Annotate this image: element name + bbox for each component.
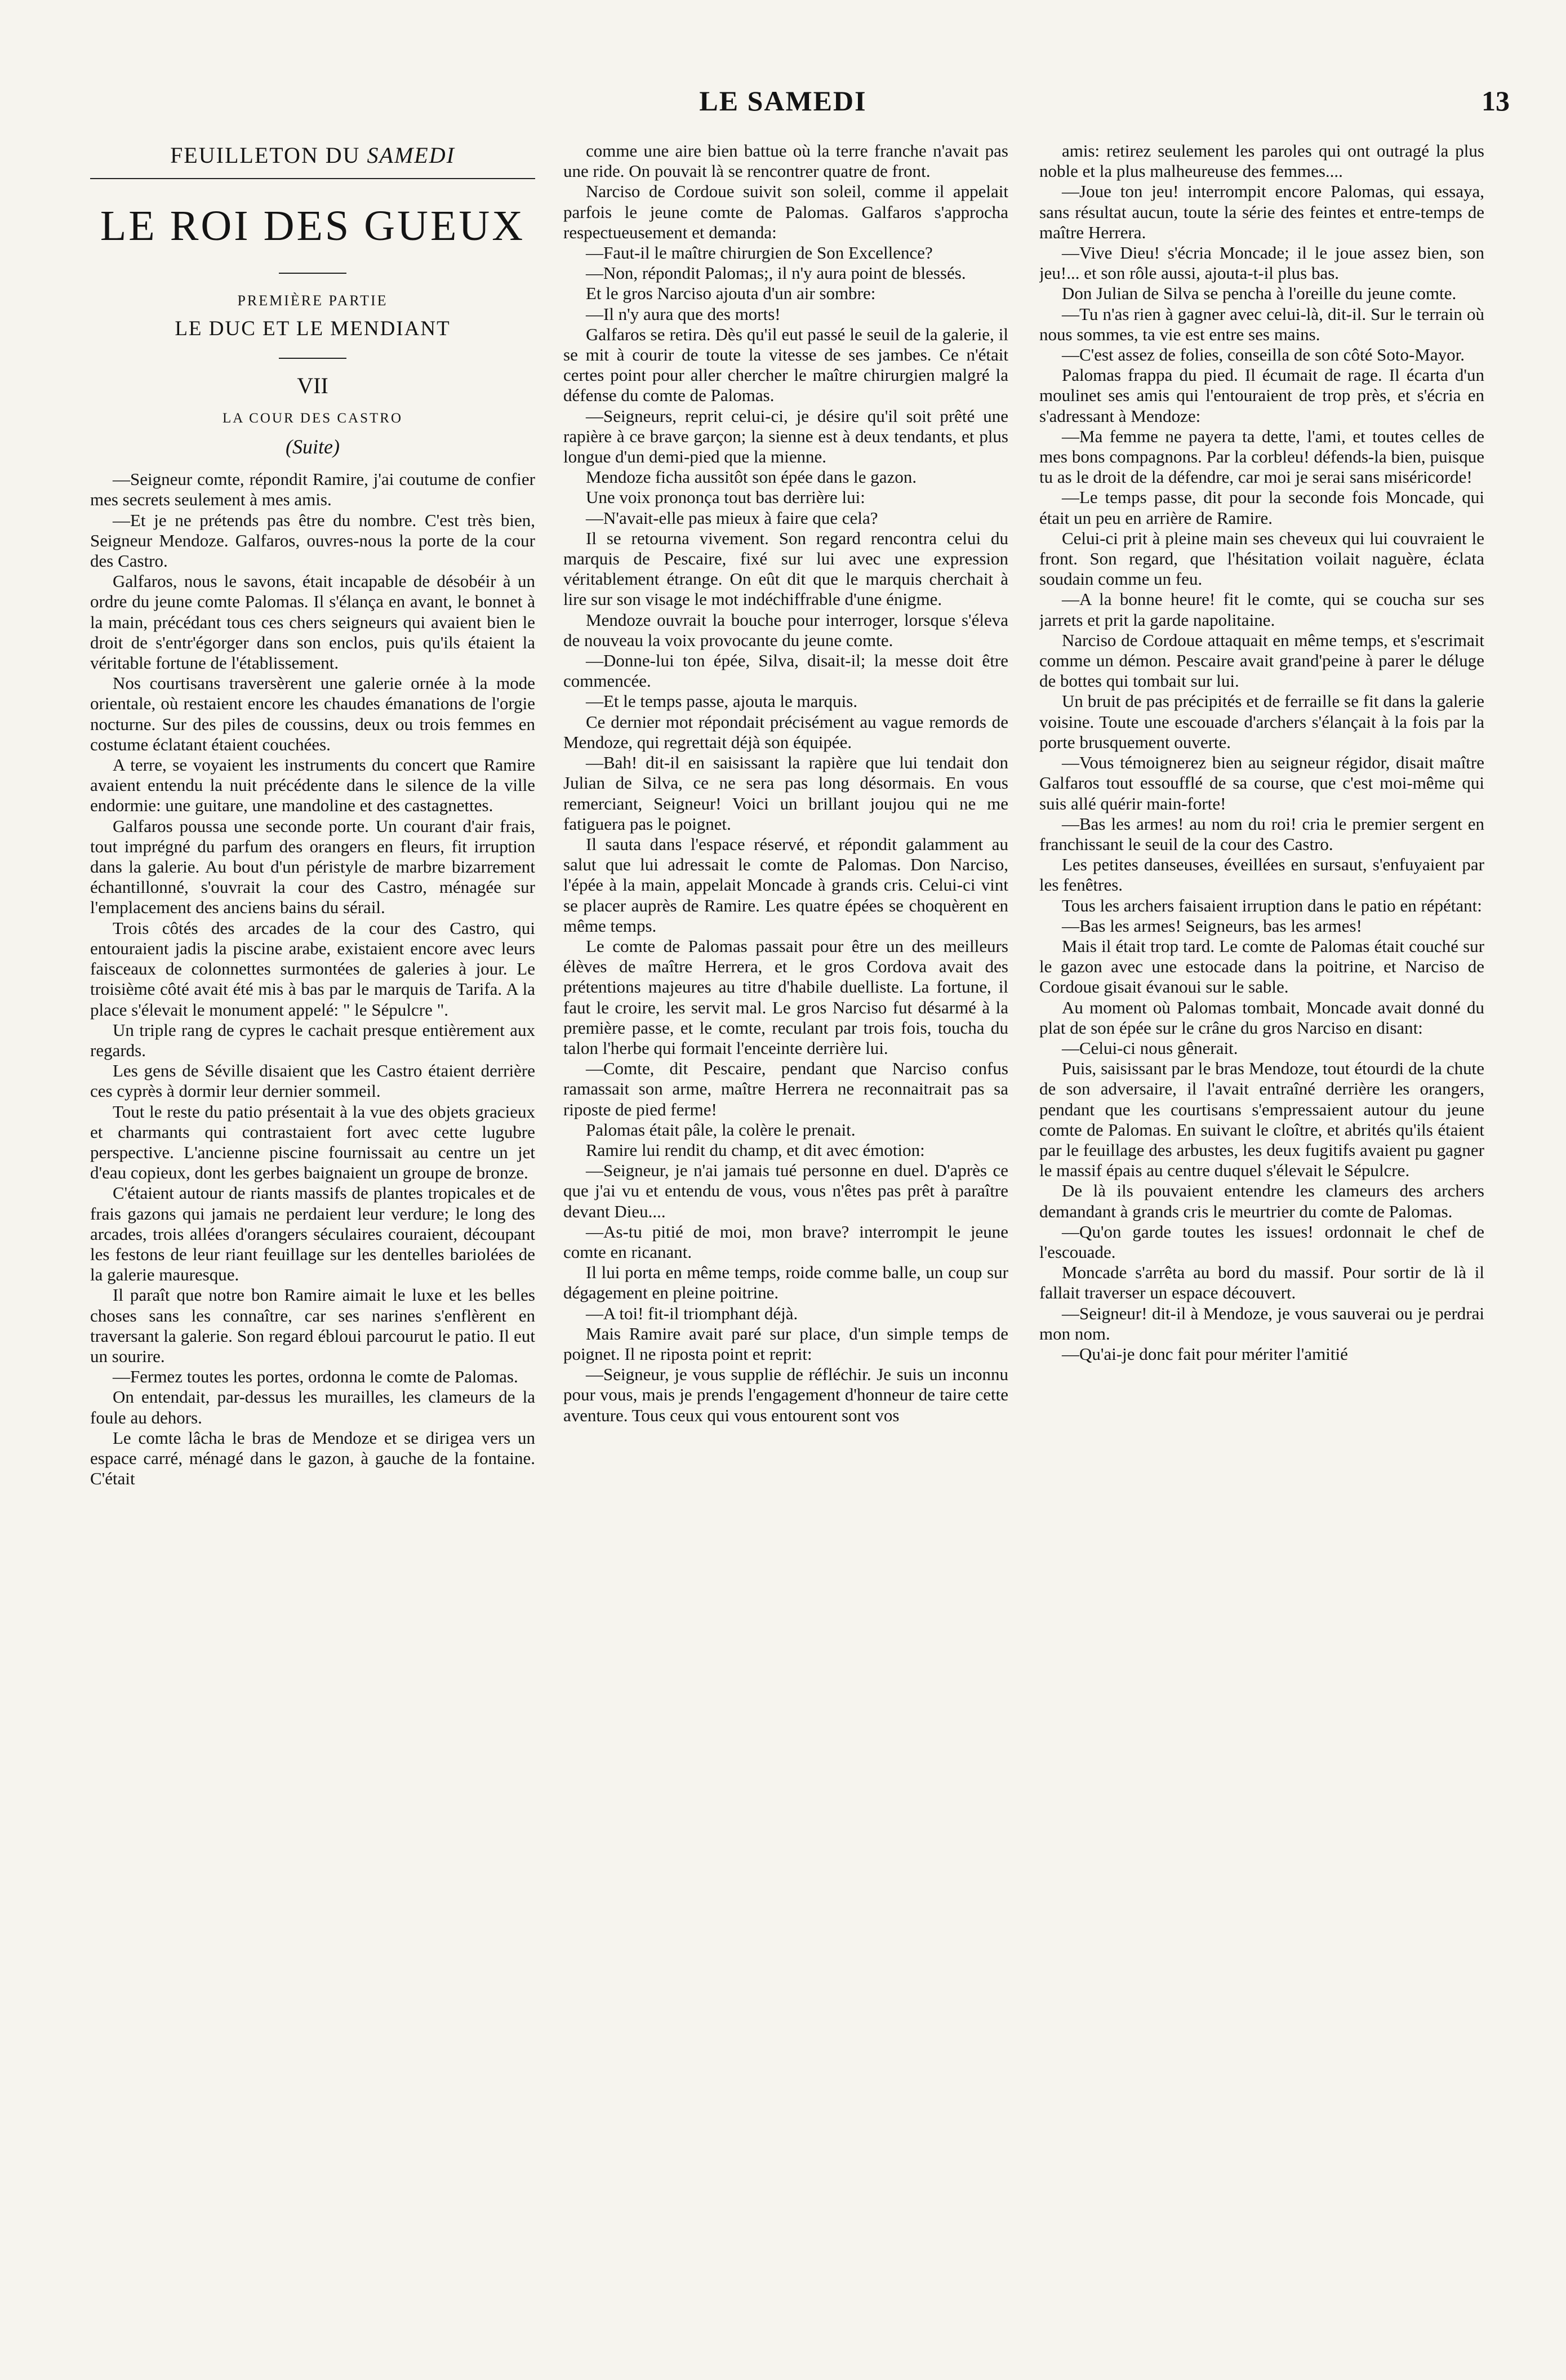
paragraph: —Seigneur comte, répondit Ramire, j'ai coutume de confier mes secrets seulement à mes amis. — [90, 469, 535, 510]
paragraph: —Seigneur, je n'ai jamais tué personne en duel. D'après ce que j'ai vu et entendu de vous, vous n'êtes pas prêt à paraître devant Dieu.... — [563, 1160, 1008, 1221]
paragraph: —As-tu pitié de moi, mon brave? interrompit le jeune comte en ricanant. — [563, 1221, 1008, 1262]
paragraph: Celui-ci prit à pleine main ses cheveux qui lui couvraient le front. Son regard, que l'hésitation voilait naguère, éclata soudain comme un feu. — [1039, 528, 1484, 589]
paragraph: —Comte, dit Pescaire, pendant que Narciso confus ramassait son arme, maître Herrera ne reconnaitrait pas sa riposte de pied ferme! — [563, 1058, 1008, 1119]
paragraph: Narciso de Cordoue attaquait en même temps, et s'escrimait comme un démon. Pescaire avait grand'peine à parer le déluge de bottes qui tombait sur lui. — [1039, 630, 1484, 691]
part-title: LE DUC ET LE MENDIANT — [175, 317, 451, 341]
divider-rule — [279, 273, 346, 274]
paragraph: —Donne-lui ton épée, Silva, disait-il; la messe doit être commencée. — [563, 651, 1008, 691]
divider-rule — [90, 178, 535, 179]
paragraph: Une voix prononça tout bas derrière lui: — [586, 487, 865, 508]
paragraph: —Seigneurs, reprit celui-ci, je désire qu'il soit prêté une rapière à ce brave garçon; la sienne est à deux tendants, et plus longue d'un demi-pied que la mienne. — [563, 406, 1008, 467]
paragraph: Mais il était trop tard. Le comte de Palomas était couché sur le gazon avec une estocade dans la poitrine, et Narciso de Cordoue gisait évanoui sur le sable. — [1039, 936, 1484, 997]
column-body — [90, 469, 535, 1489]
paragraph: —Seigneur! dit-il à Mendoze, je vous sauverai ou je perdrai mon nom. — [1039, 1303, 1484, 1344]
column-1 — [90, 141, 535, 2349]
paragraph: comme une aire bien battue où la terre franche n'avait pas une ride. On pouvait là se rencontrer quatre de front. — [563, 141, 1008, 181]
paragraph: —Vive Dieu! s'écria Moncade; il le joue assez bien, son jeu!... et son rôle aussi, ajouta-t-il plus bas. — [1039, 243, 1484, 283]
paragraph: —Ma femme ne payera ta dette, l'ami, et toutes celles de mes bons compagnons. Par la corbleu! défends-la bien, puisque tu as le droit de la défendre, car moi je serai sans miséricorde! — [1039, 426, 1484, 487]
newspaper-title: LE SAMEDI — [699, 85, 867, 117]
paragraph: De là ils pouvaient entendre les clameurs des archers demandant à grands cris le meurtrier du comte de Palomas. — [1039, 1181, 1484, 1221]
paragraph: Un triple rang de cypres le cachait presque entièrement aux regards. — [90, 1020, 535, 1060]
paragraph: —Celui-ci nous gênerait. — [1062, 1038, 1238, 1058]
paragraph: —Faut-il le maître chirurgien de Son Excellence? — [586, 243, 933, 263]
paragraph: Ce dernier mot répondait précisément au vague remords de Mendoze, qui regrettait déjà son équipée. — [563, 711, 1008, 752]
column-3 — [1039, 141, 1484, 2349]
paragraph: —Le temps passe, dit pour la seconde fois Moncade, qui était un peu en arrière de Ramire. — [1039, 487, 1484, 528]
paragraph: Palomas frappa du pied. Il écumait de rage. Il écarta d'un moulinet ses amis qui l'entouraient de trop près, et s'écria en s'adressant à Mendoze: — [1039, 365, 1484, 426]
paragraph: A terre, se voyaient les instruments du concert que Ramire avaient entendu la nuit précédente dans le silence de la ville endormie: une guitare, une mandoline et des castagnettes. — [90, 755, 535, 816]
column-body — [563, 141, 1008, 1426]
paragraph: C'étaient autour de riants massifs de plantes tropicales et de frais gazons qui jamais ne perdaient leur verdure; le long des arcades, trois allées d'orangers séculaires couraient, découpant les festons de leur riant feuillage sur les dentelles bariolées de la galerie mauresque. — [90, 1183, 535, 1285]
paragraph: —Et le temps passe, ajouta le marquis. — [586, 691, 858, 711]
paragraph: Un bruit de pas précipités et de ferraille se fit dans la galerie voisine. Toute une escouade d'archers s'élançait à la fois par la porte brusquement ouverte. — [1039, 691, 1484, 752]
paragraph: Il sauta dans l'espace réservé, et répondit galamment au salut que lui adressait le comte de Palomas. Don Narciso, l'épée à la main, appelait Moncade à grands cris. Celui-ci vint se placer auprès de Ramire. Les quatre épées se choquèrent en même temps. — [563, 834, 1008, 936]
paragraph: —Qu'ai-je donc fait pour mériter l'amitié — [1062, 1344, 1348, 1364]
paragraph: Les gens de Séville disaient que les Castro étaient derrière ces cyprès à dormir leur dernier sommeil. — [90, 1061, 535, 1101]
paragraph: —Bah! dit-il en saisissant la rapière que lui tendait don Julian de Silva, ce ne sera pas long désormais. En vous remerciant, Seigneur! Voici un brillant joujou qui ne me fatiguera pas le poignet. — [563, 753, 1008, 834]
suite-label: (Suite) — [286, 435, 340, 459]
paragraph: Le comte de Palomas passait pour être un des meilleurs élèves de maître Herrera, et le gros Cordova avait des prétentions majeures au titre d'habile duelliste. La fortune, il faut le croire, les servit mal. Le gros Narciso fut désarmé à la première passe, et le comte, reculant par trois fois, toucha du talon l'herbe qui formait l'enceinte derrière lui. — [563, 936, 1008, 1058]
paragraph: Moncade s'arrêta au bord du massif. Pour sortir de là il fallait traverser un espace découvert. — [1039, 1262, 1484, 1303]
paragraph: Tous les archers faisaient irruption dans le patio en répétant: — [1062, 895, 1482, 915]
paragraph: Mais Ramire avait paré sur place, d'un simple temps de poignet. Il ne riposta point et reprit: — [563, 1323, 1008, 1364]
paragraph: —Joue ton jeu! interrompit encore Palomas, qui essaya, sans résultat aucun, toute la série des feintes et entre-temps de maître Herrera. — [1039, 181, 1484, 242]
paragraph: Narciso de Cordoue suivit son soleil, comme il appelait parfois le jeune comte de Palomas. Galfaros s'approcha respectueusement et demanda: — [563, 181, 1008, 242]
divider-rule — [279, 358, 346, 359]
chapter-title: LA COUR DES CASTRO — [222, 410, 403, 426]
feuilleton-journal: SAMEDI — [367, 143, 455, 168]
paragraph: Galfaros se retira. Dès qu'il eut passé le seuil de la galerie, il se mit à courir de toute la vitesse de ses jambes. Ce n'était certes point pour aller chercher le maître chirurgien malgré la défense du comte de Palomas. — [563, 324, 1008, 406]
paragraph: Les petites danseuses, éveillées en sursaut, s'enfuyaient par les fenêtres. — [1039, 855, 1484, 895]
paragraph: —Et je ne prétends pas être du nombre. C'est très bien, Seigneur Mendoze. Galfaros, ouvres-nous la porte de la cour des Castro. — [90, 510, 535, 571]
column-2 — [563, 141, 1008, 2349]
paragraph: Don Julian de Silva se pencha à l'oreille du jeune comte. — [1062, 283, 1457, 304]
paragraph: Tout le reste du patio présentait à la vue des objets gracieux et charmants qui contrastaient fort avec cette lugubre perspective. L'ancienne piscine fournissait au centre un jet d'eau copieux, dont les gerbes baignaient un groupe de bronze. — [90, 1101, 535, 1183]
paragraph: —Non, répondit Palomas;, il n'y aura point de blessés. — [586, 263, 966, 283]
novel-title: LE ROI DES GUEUX — [100, 202, 526, 250]
paragraph: amis: retirez seulement les paroles qui ont outragé la plus noble et la plus malheureuse des femmes.... — [1039, 141, 1484, 181]
paragraph: Nos courtisans traversèrent une galerie ornée à la mode orientale, où restaient encore les chaudes émanations de l'orgie nocturne. Sur des piles de coussins, deux ou trois femmes en costume éclatant étaient couchées. — [90, 673, 535, 754]
paragraph: Trois côtés des arcades de la cour des Castro, qui entouraient jadis la piscine arabe, existaient encore avec leurs faisceaux de colonnettes surmontées de galeries à jour. Le troisième côté avait été mis à bas par le marquis de Tarifa. A la place s'élevait le monument appelé: " le Sépulcre ". — [90, 918, 535, 1020]
paragraph: On entendait, par-dessus les murailles, les clameurs de la foule au dehors. — [90, 1387, 535, 1427]
paragraph: Il se retourna vivement. Son regard rencontra celui du marquis de Pescaire, fixé sur lui avec une expression véritablement étrange. On eût dit que le marquis cherchait à lire sur son visage le mot indéchiffrable d'une énigme. — [563, 528, 1008, 610]
paragraph: —Bas les armes! au nom du roi! cria le premier sergent en franchissant le seuil de la cour des Castro. — [1039, 813, 1484, 854]
paragraph: Mendoze ficha aussitôt son épée dans le gazon. — [586, 467, 917, 487]
feuilleton-prefix: FEUILLETON DU — [170, 143, 361, 168]
paragraph: —Fermez toutes les portes, ordonna le comte de Palomas. — [113, 1367, 518, 1387]
paragraph: Et le gros Narciso ajouta d'un air sombre: — [586, 283, 876, 304]
paragraph: —N'avait-elle pas mieux à faire que cela? — [586, 508, 878, 528]
paragraph: —Bas les armes! Seigneurs, bas les armes! — [1062, 915, 1362, 936]
paragraph: —A toi! fit-il triomphant déjà. — [586, 1303, 798, 1323]
paragraph: Galfaros, nous le savons, était incapable de désobéir à un ordre du jeune comte Palomas. Il s'élança en avant, le bonnet à la main, précédant tous ces chers seigneurs qui avaient bien le droit de s'entr'égorger dans son enclos, puis qu'ils étaient la véritable fortune de l'établissement. — [90, 571, 535, 673]
paragraph: Au moment où Palomas tombait, Moncade avait donné du plat de son épée sur le crâne du gros Narciso en disant: — [1039, 997, 1484, 1038]
paragraph: Puis, saisissant par le bras Mendoze, tout étourdi de la chute de son adversaire, il l'avait entraîné derrière les orangers, pendant que les courtisans s'empressaient autour du jeune comte de Palomas. En suivant le cloître, et abrités qu'ils étaient par le feuillage des arbustes, les deux fugitifs avaient pu gagner le massif épais au centre duquel s'élevait le Sépulcre. — [1039, 1058, 1484, 1181]
paragraph: Il lui porta en même temps, roide comme balle, un coup sur dégagement en pleine poitrine. — [563, 1262, 1008, 1303]
chapter-number: VII — [297, 372, 328, 398]
paragraph: Galfaros poussa une seconde porte. Un courant d'air frais, tout imprégné du parfum des orangers en fleurs, fit irruption dans la galerie. Au bout d'un péristyle de marbre bizarrement échantillonné, s'ouvrait la cour des Castro, ménagée sur l'emplacement des anciens bains du sérail. — [90, 816, 535, 918]
paragraph: —A la bonne heure! fit le comte, qui se coucha sur ses jarrets et prit la garde napolitaine. — [1039, 589, 1484, 630]
feuilleton-label — [90, 145, 535, 166]
paragraph: Palomas était pâle, la colère le prenait. — [586, 1119, 856, 1140]
paragraph: Mendoze ouvrait la bouche pour interroger, lorsque s'éleva de nouveau la voix provocante du jeune comte. — [563, 610, 1008, 650]
page-number: 13 — [1482, 85, 1510, 117]
paragraph: —Qu'on garde toutes les issues! ordonnait le chef de l'escouade. — [1039, 1221, 1484, 1262]
paragraph: —Il n'y aura que des morts! — [586, 304, 781, 324]
paragraph: —Tu n'as rien à gagner avec celui-là, dit-il. Sur le terrain où nous sommes, ta vie est entre ses mains. — [1039, 304, 1484, 344]
part-label: PREMIÈRE PARTIE — [237, 292, 388, 309]
paragraph: Il paraît que notre bon Ramire aimait le luxe et les belles choses sans les connaître, car ses narines s'enflèrent en traversant la galerie. Son regard ébloui parcourut le patio. Il eut un sourire. — [90, 1285, 535, 1366]
paragraph: —C'est assez de folies, conseilla de son côté Soto-Mayor. — [1062, 345, 1465, 365]
paragraph: —Vous témoignerez bien au seigneur régidor, disait maître Galfaros tout essoufflé de sa course, que c'est moi-même qui suis allé quérir main-forte! — [1039, 753, 1484, 813]
paragraph: Le comte lâcha le bras de Mendoze et se dirigea vers un espace carré, ménagé dans le gazon, à gauche de la fontaine. C'était — [90, 1427, 535, 1489]
paragraph: —Seigneur, je vous supplie de réfléchir. Je suis un inconnu pour vous, mais je prends l'engagement d'honneur de taire cette aventure. Tous ceux qui vous entourent sont vos — [563, 1364, 1008, 1425]
column-body — [1039, 141, 1484, 1364]
paragraph: Ramire lui rendit du champ, et dit avec émotion: — [586, 1140, 925, 1160]
